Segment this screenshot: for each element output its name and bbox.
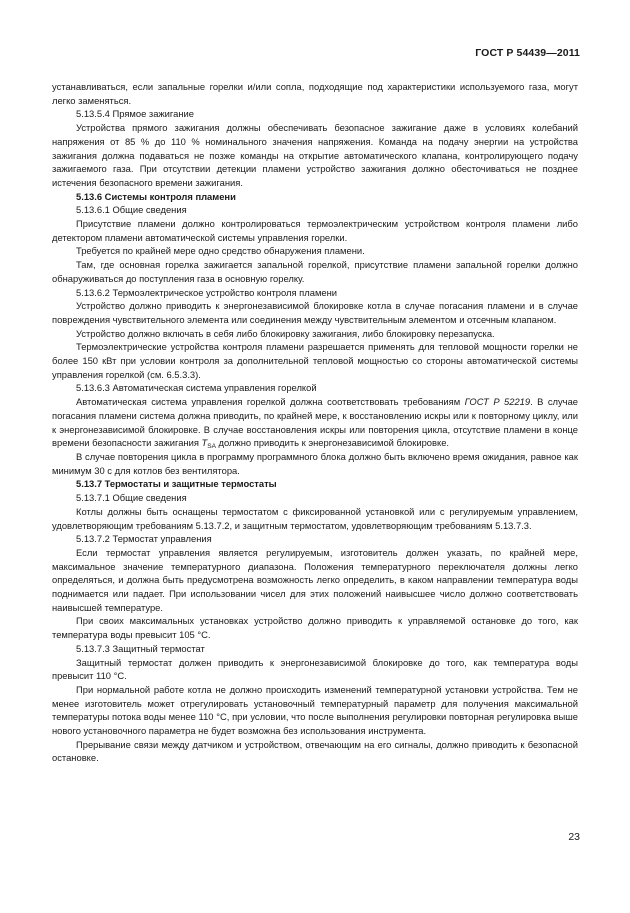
document-header: ГОСТ Р 54439—2011 [475, 47, 580, 59]
paragraph: В случае повторения цикла в программу программного блока должно быть включено время ожидания, равное как минимум 30 с для котлов без вентилятора. [52, 450, 578, 476]
section-heading: 5.13.6.1 Общие сведения [76, 204, 187, 216]
paragraph: Котлы должны быть оснащены термостатом с фиксированной установкой или с регулируемым управлением, удовлетворяющим требованиям 5.13.7.2, и защитным термостатом, удовлетворяющим требованиям 5.13.7.3. [52, 505, 578, 531]
paragraph: Требуется по крайней мере одно средство обнаружения пламени. [76, 245, 365, 257]
paragraph: Термоэлектрические устройства контроля пламени разрешается применять для тепловой мощности горелки не более 150 кВт при условии контроля за дополнительной тепловой мощностью со стороны автоматической системы управления горелкой (см. 6.5.3.3). [52, 341, 578, 380]
page-number: 23 [568, 831, 580, 843]
paragraph [52, 395, 578, 450]
section-heading: 5.13.7.3 Защитный термостат [76, 642, 205, 654]
paragraph: Защитный термостат должен приводить к энергонезависимой блокировке до того, как температура воды превысит 110 °С. [52, 656, 578, 682]
standard-reference: ГОСТ Р 52219 [464, 396, 531, 408]
paragraph: Устройство должно включать в себя либо блокировку зажигания, либо блокировку перезапуска. [76, 327, 495, 339]
paragraph-text: Автоматическая система управления горелкой должна соответствовать требованиям [76, 396, 465, 408]
paragraph: Устройство должно приводить к энергонезависимой блокировке котла в случае погасания пламени и в случае повреждения чувствительного элемента или соединения между чувствительным элементом и отсечным клапаном. [52, 300, 578, 325]
section-heading: 5.13.6.2 Термоэлектрическое устройство контроля пламени [76, 286, 338, 298]
section-heading: 5.13.6.3 Автоматическая система управления горелкой [76, 382, 317, 394]
paragraph: Устройства прямого зажигания должны обеспечивать безопасное зажигание даже в условиях колебаний напряжения от 85 % до 110 % номинального значения напряжения. Команда на подачу энергии на устройства зажигания должна подаваться не позже команды на открытие автоматического клапана, контролирующего подачу зажигаемого газа. При отсутствии детекции пламени устройство зажигания должно обесточиваться не позднее истечения безопасного времени зажигания. [52, 122, 578, 188]
paragraph: Прерывание связи между датчиком и устройством, отвечающим на его сигналы, должно приводить к безопасной остановке. [52, 738, 578, 764]
symbol-subscript: SA [207, 443, 216, 451]
paragraph: При своих максимальных установках устройство должно приводить к управляемой остановке до того, как температура воды превысит 105 °С. [52, 615, 578, 641]
paragraph-text: . В случае погасания пламени система должна приводить, по крайней мере, к восстановлению искры или к повторному циклу, или к энергонезависимой блокировке. В случае восстановления искры или повторения цикла, отсутствие пламени в конце времени безопасности зажигания [52, 396, 578, 449]
section-heading: 5.13.7 Термостаты и защитные термостаты [76, 478, 277, 490]
section-heading: 5.13.6 Системы контроля пламени [76, 190, 236, 202]
paragraph-text: должно приводить к энергонезависимой блокировке. [215, 437, 450, 449]
section-heading: 5.13.5.4 Прямое зажигание [76, 108, 194, 120]
symbol: T [201, 437, 208, 449]
document-body [52, 80, 578, 765]
paragraph: Там, где основная горелка зажигается запальной горелкой, присутствие пламени запальной горелки должно обнаруживаться до поступления газа в основную горелку. [52, 259, 578, 284]
paragraph: При нормальной работе котла не должно происходить изменений температурной установки устройства. Тем не менее изготовитель может отрегулировать установочный температурный параметр для получения максимальной температуры потока воды менее 110 °С, при условии, что после выполнения регулировки повторная регулировка выше нового установочного параметра не будет возможна без использования инструмента. [52, 683, 578, 737]
section-heading: 5.13.7.1 Общие сведения [76, 492, 187, 504]
section-heading: 5.13.7.2 Термостат управления [76, 533, 212, 545]
paragraph: Если термостат управления является регулируемым, изготовитель должен указать, по крайней мере, максимальное значение температурного диапазона. Положения температурного переключателя должны легко определяться, и должна быть предусмотрена возможность легко определить, в каком направлении температура воды поднимается или падает. При использовании чисел для этих положений наивысшее число должно соответствовать наивысшей температуре. [52, 546, 578, 613]
paragraph: устанавливаться, если запальные горелки и/или сопла, подходящие под характеристики используемого газа, могут легко заменяться. [52, 81, 578, 106]
paragraph: Присутствие пламени должно контролироваться термоэлектрическим устройством контроля пламени либо детектором пламени автоматической системы управления горелки. [52, 218, 578, 243]
